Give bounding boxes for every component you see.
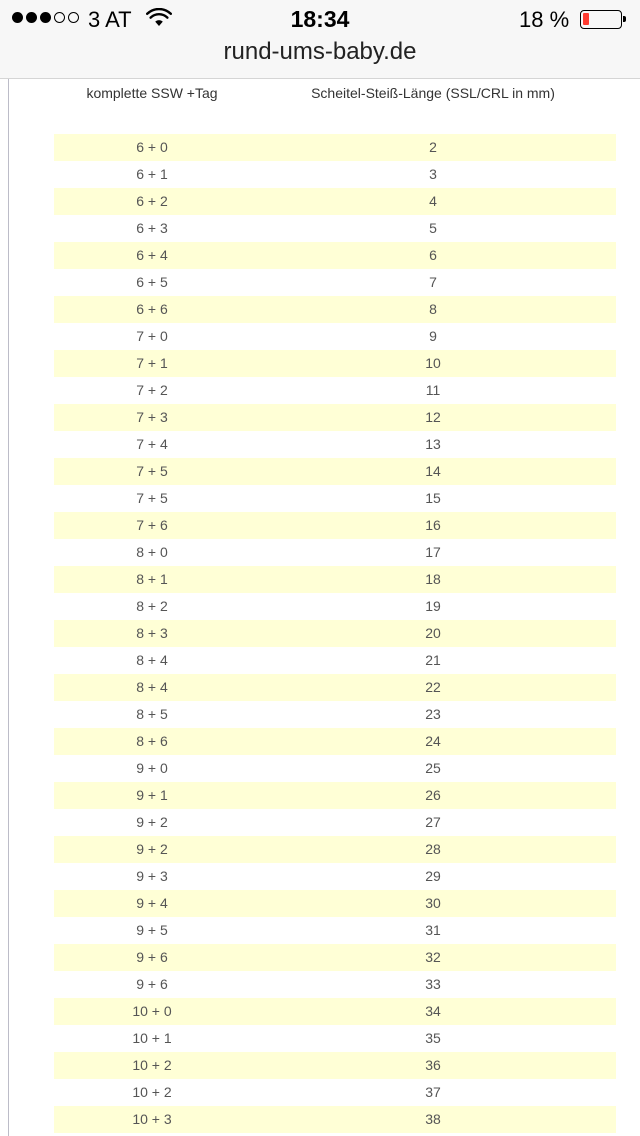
cell-crown-rump-length: 26: [425, 787, 441, 803]
table-row: [54, 1079, 616, 1106]
cell-crown-rump-length: 10: [425, 355, 441, 371]
table-row: [54, 242, 616, 269]
battery-percentage: 18 %: [519, 7, 570, 32]
table-row: [54, 323, 616, 350]
cell-crown-rump-length: 19: [425, 598, 441, 614]
battery-icon: [580, 10, 622, 29]
table-row: [54, 1025, 616, 1052]
cell-gestational-week: 6 + 2: [136, 193, 168, 209]
cell-crown-rump-length: 9: [429, 328, 437, 344]
table-row: [54, 728, 616, 755]
cell-gestational-week: 9 + 2: [136, 841, 168, 857]
cell-gestational-week: 8 + 4: [136, 679, 168, 695]
table-row: [54, 377, 616, 404]
cell-crown-rump-length: 33: [425, 976, 441, 992]
cell-gestational-week: 8 + 4: [136, 652, 168, 668]
table-row: [54, 215, 616, 242]
cell-gestational-week: 9 + 3: [136, 868, 168, 884]
cell-crown-rump-length: 31: [425, 922, 441, 938]
page-content: [0, 79, 640, 1136]
table-row: [54, 944, 616, 971]
cell-crown-rump-length: 27: [425, 814, 441, 830]
cell-gestational-week: 6 + 3: [136, 220, 168, 236]
table-row: [54, 971, 616, 998]
cell-crown-rump-length: 25: [425, 760, 441, 776]
cell-crown-rump-length: 17: [425, 544, 441, 560]
cell-crown-rump-length: 15: [425, 490, 441, 506]
cell-gestational-week: 9 + 5: [136, 922, 168, 938]
cell-gestational-week: 7 + 6: [136, 517, 168, 533]
carrier-name: 3 AT: [88, 7, 132, 32]
cell-crown-rump-length: 11: [425, 382, 441, 398]
status-bar: [0, 0, 640, 40]
table-row: [54, 998, 616, 1025]
table-row: [54, 1052, 616, 1079]
table-row: [54, 782, 616, 809]
cell-crown-rump-length: 2: [429, 139, 437, 155]
table-row: [54, 161, 616, 188]
cell-crown-rump-length: 3: [429, 166, 437, 182]
cell-crown-rump-length: 4: [429, 193, 437, 209]
cell-gestational-week: 7 + 0: [136, 328, 168, 344]
cell-crown-rump-length: 38: [425, 1111, 441, 1127]
cell-gestational-week: 9 + 2: [136, 814, 168, 830]
table-row: [54, 566, 616, 593]
table-row: [54, 674, 616, 701]
cell-crown-rump-length: 30: [425, 895, 441, 911]
table-row: [54, 539, 616, 566]
table-row: [54, 917, 616, 944]
table-row: [54, 1106, 616, 1133]
cell-crown-rump-length: 34: [425, 1003, 441, 1019]
cell-gestational-week: 10 + 1: [132, 1030, 172, 1046]
table-row: [54, 404, 616, 431]
table-row: [54, 620, 616, 647]
column-header-gestational-week: komplette SSW +Tag: [86, 85, 218, 101]
cell-gestational-week: 7 + 3: [136, 409, 168, 425]
table-row: [54, 647, 616, 674]
cell-gestational-week: 8 + 1: [136, 571, 168, 587]
cell-gestational-week: 6 + 6: [136, 301, 168, 317]
crl-table: [54, 134, 616, 1133]
cell-crown-rump-length: 16: [425, 517, 441, 533]
cell-crown-rump-length: 12: [425, 409, 441, 425]
cell-gestational-week: 6 + 0: [136, 139, 168, 155]
table-row: [54, 458, 616, 485]
table-row: [54, 350, 616, 377]
cell-crown-rump-length: 14: [425, 463, 441, 479]
browser-top-bar: [0, 0, 640, 79]
table-row: [54, 755, 616, 782]
cell-crown-rump-length: 22: [425, 679, 441, 695]
cell-gestational-week: 6 + 1: [136, 166, 168, 182]
table-row: [54, 836, 616, 863]
cell-crown-rump-length: 23: [425, 706, 441, 722]
cell-crown-rump-length: 37: [425, 1084, 441, 1100]
cell-crown-rump-length: 21: [425, 652, 441, 668]
clock: 18:34: [290, 6, 350, 32]
table-row: [54, 269, 616, 296]
battery-level: [583, 13, 589, 25]
cell-crown-rump-length: 36: [425, 1057, 441, 1073]
cell-gestational-week: 7 + 5: [136, 463, 168, 479]
cell-gestational-week: 6 + 4: [136, 247, 168, 263]
table-row: [54, 512, 616, 539]
cell-crown-rump-length: 18: [425, 571, 441, 587]
cell-crown-rump-length: 24: [425, 733, 441, 749]
table-row: [54, 431, 616, 458]
cell-gestational-week: 9 + 4: [136, 895, 168, 911]
table-row: [54, 701, 616, 728]
cell-crown-rump-length: 6: [429, 247, 437, 263]
table-row: [54, 863, 616, 890]
cell-crown-rump-length: 29: [425, 868, 441, 884]
cell-gestational-week: 7 + 4: [136, 436, 168, 452]
cell-gestational-week: 9 + 6: [136, 976, 168, 992]
cell-gestational-week: 9 + 1: [136, 787, 168, 803]
cell-crown-rump-length: 35: [425, 1030, 441, 1046]
cell-crown-rump-length: 28: [425, 841, 441, 857]
cell-gestational-week: 7 + 1: [136, 355, 168, 371]
table-row: [54, 134, 616, 161]
cell-gestational-week: 9 + 0: [136, 760, 168, 776]
cell-gestational-week: 8 + 5: [136, 706, 168, 722]
cell-crown-rump-length: 7: [429, 274, 437, 290]
cell-gestational-week: 10 + 0: [132, 1003, 172, 1019]
table-row: [54, 809, 616, 836]
cell-crown-rump-length: 5: [429, 220, 437, 236]
cell-gestational-week: 8 + 3: [136, 625, 168, 641]
cell-gestational-week: 6 + 5: [136, 274, 168, 290]
cell-gestational-week: 10 + 2: [132, 1057, 172, 1073]
cell-crown-rump-length: 13: [425, 436, 441, 452]
table-row: [54, 593, 616, 620]
cell-gestational-week: 8 + 2: [136, 598, 168, 614]
cell-gestational-week: 10 + 3: [132, 1111, 172, 1127]
cell-gestational-week: 8 + 0: [136, 544, 168, 560]
cell-gestational-week: 7 + 5: [136, 490, 168, 506]
table-row: [54, 296, 616, 323]
cell-crown-rump-length: 8: [429, 301, 437, 317]
cell-crown-rump-length: 32: [425, 949, 441, 965]
table-row: [54, 890, 616, 917]
cell-gestational-week: 10 + 2: [132, 1084, 172, 1100]
cell-gestational-week: 8 + 6: [136, 733, 168, 749]
table-row: [54, 485, 616, 512]
page-left-border: [8, 79, 9, 1136]
cell-gestational-week: 7 + 2: [136, 382, 168, 398]
url-address-bar[interactable]: rund-ums-baby.de: [223, 38, 417, 65]
column-header-crown-rump-length: Scheitel-Steiß-Länge (SSL/CRL in mm): [311, 85, 555, 101]
cell-gestational-week: 9 + 6: [136, 949, 168, 965]
cell-crown-rump-length: 20: [425, 625, 441, 641]
table-row: [54, 188, 616, 215]
